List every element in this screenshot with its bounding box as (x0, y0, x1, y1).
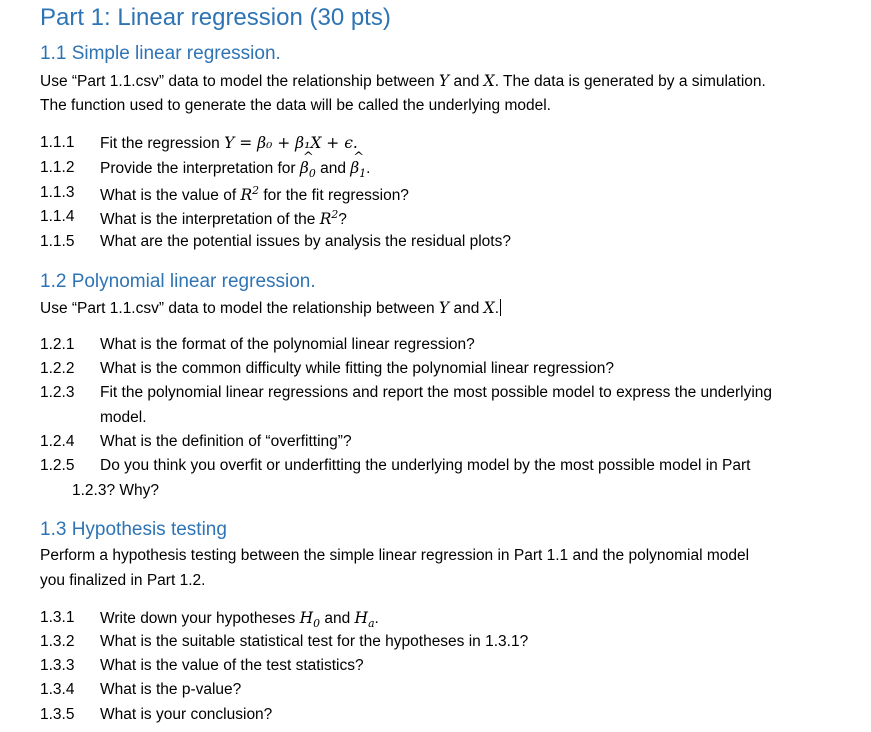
item-number: 1.3.2 (40, 633, 75, 650)
item-number: 1.2.1 (40, 336, 75, 353)
question-text-tail: ? (338, 211, 347, 229)
question-1-2-5-continued[interactable]: 1.2.3? Why? (72, 482, 160, 499)
math-y: Y (438, 299, 450, 317)
question-1-1-4[interactable] (100, 208, 347, 229)
question-1-3-5[interactable]: What is your conclusion? (100, 706, 273, 723)
section-1-1-intro-line2[interactable]: The function used to generate the data will be called the underlying model. (40, 97, 551, 114)
item-number: 1.1.1 (40, 134, 75, 151)
item-number: 1.1.5 (40, 233, 75, 250)
beta1-hat: ^ $\beta_1$ (350, 159, 366, 180)
item-number: 1.2.2 (40, 360, 75, 377)
question-1-2-3-continued[interactable]: model. (100, 409, 147, 426)
question-1-1-2[interactable]: Provide the interpretation for ^ $\beta_0$ and ^ $\beta_1$. (100, 159, 370, 180)
text-cursor (500, 299, 501, 316)
section-heading-1-2: 1.2 Polynomial linear regression. (40, 271, 316, 292)
and-text: and (453, 73, 480, 90)
section-heading-1-1: 1.1 Simple linear regression. (40, 43, 281, 64)
item-number: 1.2.3 (40, 384, 75, 401)
question-1-3-3[interactable]: What is the value of the test statistics? (100, 657, 364, 674)
and-text: and (324, 610, 351, 627)
item-number: 1.1.2 (40, 159, 75, 176)
intro-text: Use “Part 1.1.csv” data to model the relationship between (40, 300, 435, 317)
section-1-3-intro-line2[interactable]: you finalized in Part 1.2. (40, 572, 206, 589)
h-alt: $H_a$ (354, 609, 375, 631)
and-text: and (320, 160, 346, 177)
question-1-1-1[interactable] (100, 134, 358, 153)
item-number: 1.2.5 (40, 457, 75, 474)
question-text: What is the interpretation of the (100, 211, 316, 229)
item-number: 1.3.4 (40, 681, 75, 698)
r-squared: $R^2$ (240, 184, 260, 205)
question-1-2-2[interactable]: What is the common difficulty while fitting the polynomial linear regression? (100, 360, 615, 377)
question-text: Write down your hypotheses (100, 610, 296, 627)
question-text: What is the value of (100, 187, 237, 205)
question-1-2-5[interactable]: Do you think you overfit or underfitting the underlying model by the most possible model in Part (100, 457, 751, 474)
question-1-3-1[interactable]: Write down your hypotheses $H_0$ and $H_a$. (100, 609, 379, 631)
section-1-2-intro[interactable]: Use “Part 1.1.csv” data to model the relationship between Y and X. (40, 299, 500, 317)
section-1-1-intro[interactable] (40, 69, 766, 94)
h-null: $H_0$ (299, 609, 321, 631)
question-1-1-5[interactable]: What are the potential issues by analysis the residual plots? (100, 233, 511, 250)
question-text: Provide the interpretation for (100, 160, 296, 177)
r-squared: $R^2$ (319, 208, 339, 229)
question-1-3-4[interactable]: What is the p-value? (100, 681, 242, 698)
question-1-1-3[interactable] (100, 184, 409, 205)
beta0-hat: ^ $\beta_0$ (300, 159, 316, 180)
section-heading-1-3: 1.3 Hypothesis testing (40, 519, 227, 540)
regression-formula: Y = β₀ + β₁X + ϵ. (224, 134, 358, 152)
intro-text: Use “Part 1.1.csv” data to model the relationship between (40, 73, 435, 90)
question-text: Fit the regression (100, 135, 220, 152)
math-y: Y (438, 72, 450, 90)
question-1-2-3[interactable]: Fit the polynomial linear regressions and report the most possible model to express the underlying (100, 384, 773, 401)
page-title: Part 1: Linear regression (30 pts) (40, 4, 391, 31)
item-number: 1.3.3 (40, 657, 75, 674)
section-1-3-intro[interactable]: Perform a hypothesis testing between the simple linear regression in Part 1.1 and the polynomial model (40, 547, 750, 564)
item-number: 1.1.3 (40, 184, 75, 201)
item-number: 1.3.1 (40, 609, 75, 626)
question-text-tail: for the fit regression? (263, 187, 409, 205)
intro-text-b: . The data is generated by a simulation. (494, 73, 766, 90)
math-x: X (483, 72, 495, 90)
item-number: 1.2.4 (40, 433, 75, 450)
and-text: and (453, 300, 480, 317)
math-x: X (483, 299, 495, 317)
question-1-2-1[interactable]: What is the format of the polynomial linear regression? (100, 336, 475, 353)
item-number: 1.1.4 (40, 208, 75, 225)
question-1-3-2[interactable]: What is the suitable statistical test for the hypotheses in 1.3.1? (100, 633, 529, 650)
item-number: 1.3.5 (40, 706, 75, 723)
question-1-2-4[interactable]: What is the definition of “overfitting”? (100, 433, 352, 450)
